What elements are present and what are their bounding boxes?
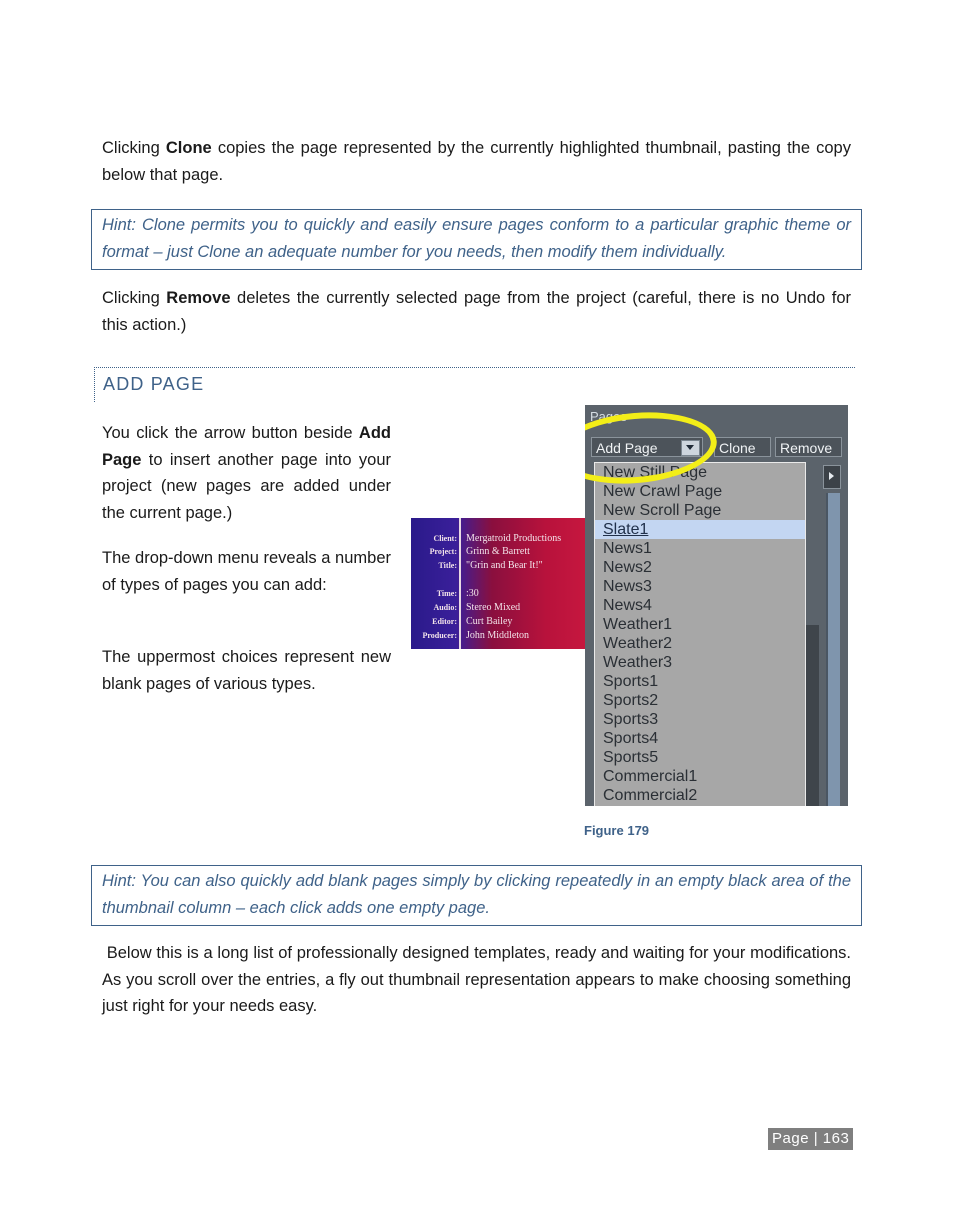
dropdown-item-sports4[interactable]: Sports4: [603, 730, 659, 747]
thumbnail-value: Grinn & Barrett: [466, 546, 530, 557]
clone-paragraph-text-1: Clicking: [102, 139, 166, 157]
dropdown-item-sports3[interactable]: Sports3: [603, 711, 659, 728]
thumbnail-key: Title:: [438, 561, 457, 570]
dropdown-item-sports2[interactable]: Sports2: [603, 692, 659, 709]
dropdown-item-news2[interactable]: News2: [603, 559, 652, 576]
dropdown-item-slate1[interactable]: Slate1: [595, 520, 805, 539]
thumbnail-key: Client:: [433, 534, 457, 543]
flyout-thumbnail: [411, 518, 591, 649]
thumbnail-row: [411, 602, 591, 615]
dropdown-item-sports1[interactable]: Sports1: [603, 673, 659, 690]
thumbnail-row: [411, 616, 591, 629]
pages-panel-title: Pages: [590, 409, 627, 424]
section-title: ADD PAGE: [103, 374, 205, 394]
thumbnail-row: [411, 546, 591, 559]
add-page-paragraph: [102, 420, 391, 526]
panel-right-arrow-icon[interactable]: [823, 465, 841, 489]
hint-box-blank-pages: Hint: You can also quickly add blank pages simply by clicking repeatedly in an empty black area of the thumbnail column – each click adds one empty page.: [91, 865, 862, 926]
remove-label: Remove: [780, 440, 833, 456]
clone-button[interactable]: [714, 437, 771, 457]
templates-paragraph: Below this is a long list of professionally designed templates, ready and waiting for your modifications. As you scroll over the entries, a fly out thumbnail representation appears to make choosing something just right for your needs easy.: [102, 944, 856, 1015]
dropdown-item-news3[interactable]: News3: [603, 578, 652, 595]
thumbnail-value: John Middleton: [466, 630, 530, 641]
dropdown-item-news1[interactable]: News1: [603, 540, 652, 557]
dropdown-item-weather1[interactable]: Weather1: [603, 616, 673, 633]
thumbnail-key: Producer:: [422, 631, 457, 640]
clone-bold: Clone: [165, 139, 212, 157]
thumbnail-row: [411, 533, 591, 546]
hint-box-clone: Hint: Clone permits you to quickly and easily ensure pages conform to a particular graphic theme or format – just Clone an adequate number for you needs, then modify them individually.: [91, 209, 862, 270]
thumbnail-key: Time:: [436, 589, 457, 598]
clone-paragraph-text-2: copies the page represented by the currently highlighted thumbnail, pasting the copy below that page.: [102, 139, 851, 184]
add-page-bold: Add Page: [102, 424, 391, 469]
clone-label: Clone: [719, 440, 756, 456]
thumbnail-row: [411, 630, 591, 643]
thumbnail-key: Audio:: [433, 603, 457, 612]
remove-paragraph-text-2: deletes the currently selected page from the project (careful, there is no Undo for this action.): [102, 289, 851, 334]
add-page-dropdown: [594, 462, 806, 806]
dropdown-item-news4[interactable]: News4: [603, 597, 652, 614]
add-page-label: Add Page: [596, 440, 658, 456]
dropdown-item-weather3[interactable]: Weather3: [603, 654, 673, 671]
dropdown-item-commercial1[interactable]: Commercial1: [603, 768, 698, 785]
add-page-text-1: You click the arrow button beside: [102, 424, 359, 442]
thumbnail-row: [411, 588, 591, 601]
dropdown-paragraph: The drop-down menu reveals a number of types of pages you can add:: [102, 549, 391, 594]
panel-scrollbar[interactable]: [826, 493, 840, 806]
thumbnail-value: :30: [466, 588, 479, 599]
dropdown-item-new-still-page[interactable]: New Still Page: [603, 464, 708, 481]
add-page-text-2: to insert another page into your project (new pages are added under the current page.): [102, 450, 391, 522]
dropdown-item-weather2[interactable]: Weather2: [603, 635, 673, 652]
remove-bold: Remove: [166, 289, 231, 307]
thumbnail-value: Curt Bailey: [466, 616, 513, 627]
remove-button[interactable]: [775, 437, 842, 457]
thumbnail-value: "Grin and Bear It!": [466, 560, 543, 571]
dropdown-item-sports5[interactable]: Sports5: [603, 749, 659, 766]
thumbnail-row: [411, 560, 591, 573]
clone-paragraph: [102, 135, 851, 188]
dropdown-item-new-crawl-page[interactable]: New Crawl Page: [603, 483, 723, 500]
remove-paragraph-text-1: Clicking: [102, 289, 167, 307]
dropdown-item-commercial2[interactable]: Commercial2: [603, 787, 698, 804]
thumbnail-value: Mergatroid Productions: [466, 533, 562, 544]
blank-pages-paragraph: The uppermost choices represent new blank pages of various types.: [102, 648, 391, 693]
dropdown-scrollbar-thumb[interactable]: [806, 625, 819, 806]
thumbnail-key: Project:: [429, 547, 457, 556]
dropdown-item-new-scroll-page[interactable]: New Scroll Page: [603, 502, 722, 519]
figure-caption: Figure 179: [584, 823, 650, 838]
thumbnail-key: Editor:: [432, 617, 457, 626]
section-heading: [94, 367, 855, 402]
remove-paragraph: [102, 285, 851, 338]
thumbnail-value: Stereo Mixed: [466, 602, 521, 613]
page-number: Page | 163: [768, 1128, 853, 1150]
